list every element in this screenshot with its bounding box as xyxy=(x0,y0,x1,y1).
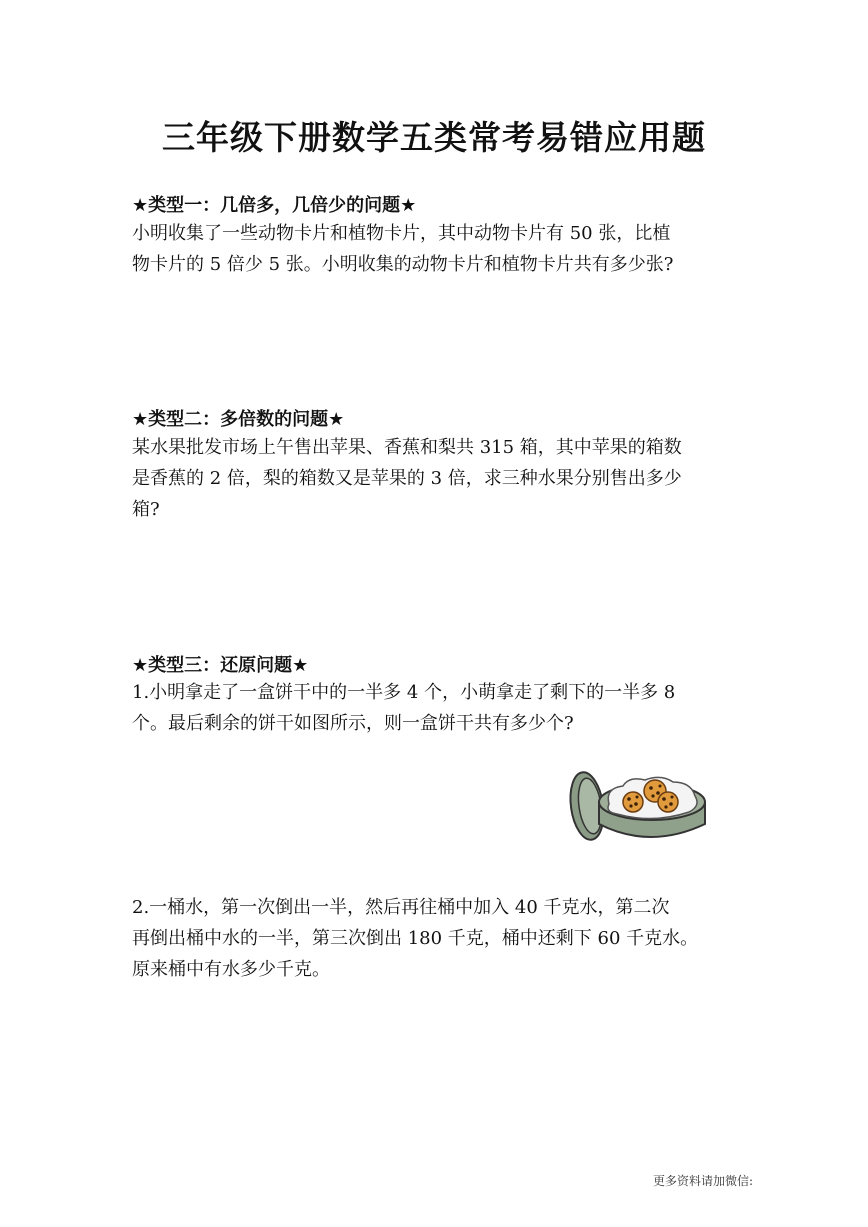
problem-line: 小明收集了一些动物卡片和植物卡片，其中动物卡片有 50 张，比植 xyxy=(132,223,671,244)
problem-line: 某水果批发市场上午售出苹果、香蕉和梨共 315 箱，其中苹果的箱数 xyxy=(132,437,682,458)
problem-line: 原来桶中有水多少千克。 xyxy=(132,959,330,980)
section-3-problem-1 xyxy=(132,677,742,739)
problem-line: 1.小明拿走了一盒饼干中的一半多 4 个，小萌拿走了剩下的一半多 8 xyxy=(132,682,676,703)
section-3-heading: ★类型三：还原问题★ xyxy=(132,655,309,676)
problem-line: 个。最后剩余的饼干如图所示，则一盒饼干共有多少个? xyxy=(132,713,574,734)
cookie-box-icon xyxy=(565,766,715,850)
page-title: 三年级下册数学五类常考易错应用题 xyxy=(162,118,706,157)
problem-line: 物卡片的 5 倍少 5 张。小明收集的动物卡片和植物卡片共有多少张? xyxy=(132,254,674,275)
section-2-heading: ★类型二：多倍数的问题★ xyxy=(132,409,345,430)
problem-line: 2.一桶水，第一次倒出一半，然后再往桶中加入 40 千克水，第二次 xyxy=(132,897,670,918)
problem-line: 是香蕉的 2 倍，梨的箱数又是苹果的 3 倍，求三种水果分别售出多少 xyxy=(132,468,682,489)
section-2-problem xyxy=(132,432,742,525)
section-1-problem xyxy=(132,218,742,280)
problem-line: 箱? xyxy=(132,499,160,520)
problem-line: 再倒出桶中水的一半，第三次倒出 180 千克，桶中还剩下 60 千克水。 xyxy=(132,928,699,949)
footer-note: 更多资料请加微信: xyxy=(653,1174,754,1188)
section-3-problem-2 xyxy=(132,892,742,985)
section-1-heading: ★类型一：几倍多，几倍少的问题★ xyxy=(132,195,417,216)
